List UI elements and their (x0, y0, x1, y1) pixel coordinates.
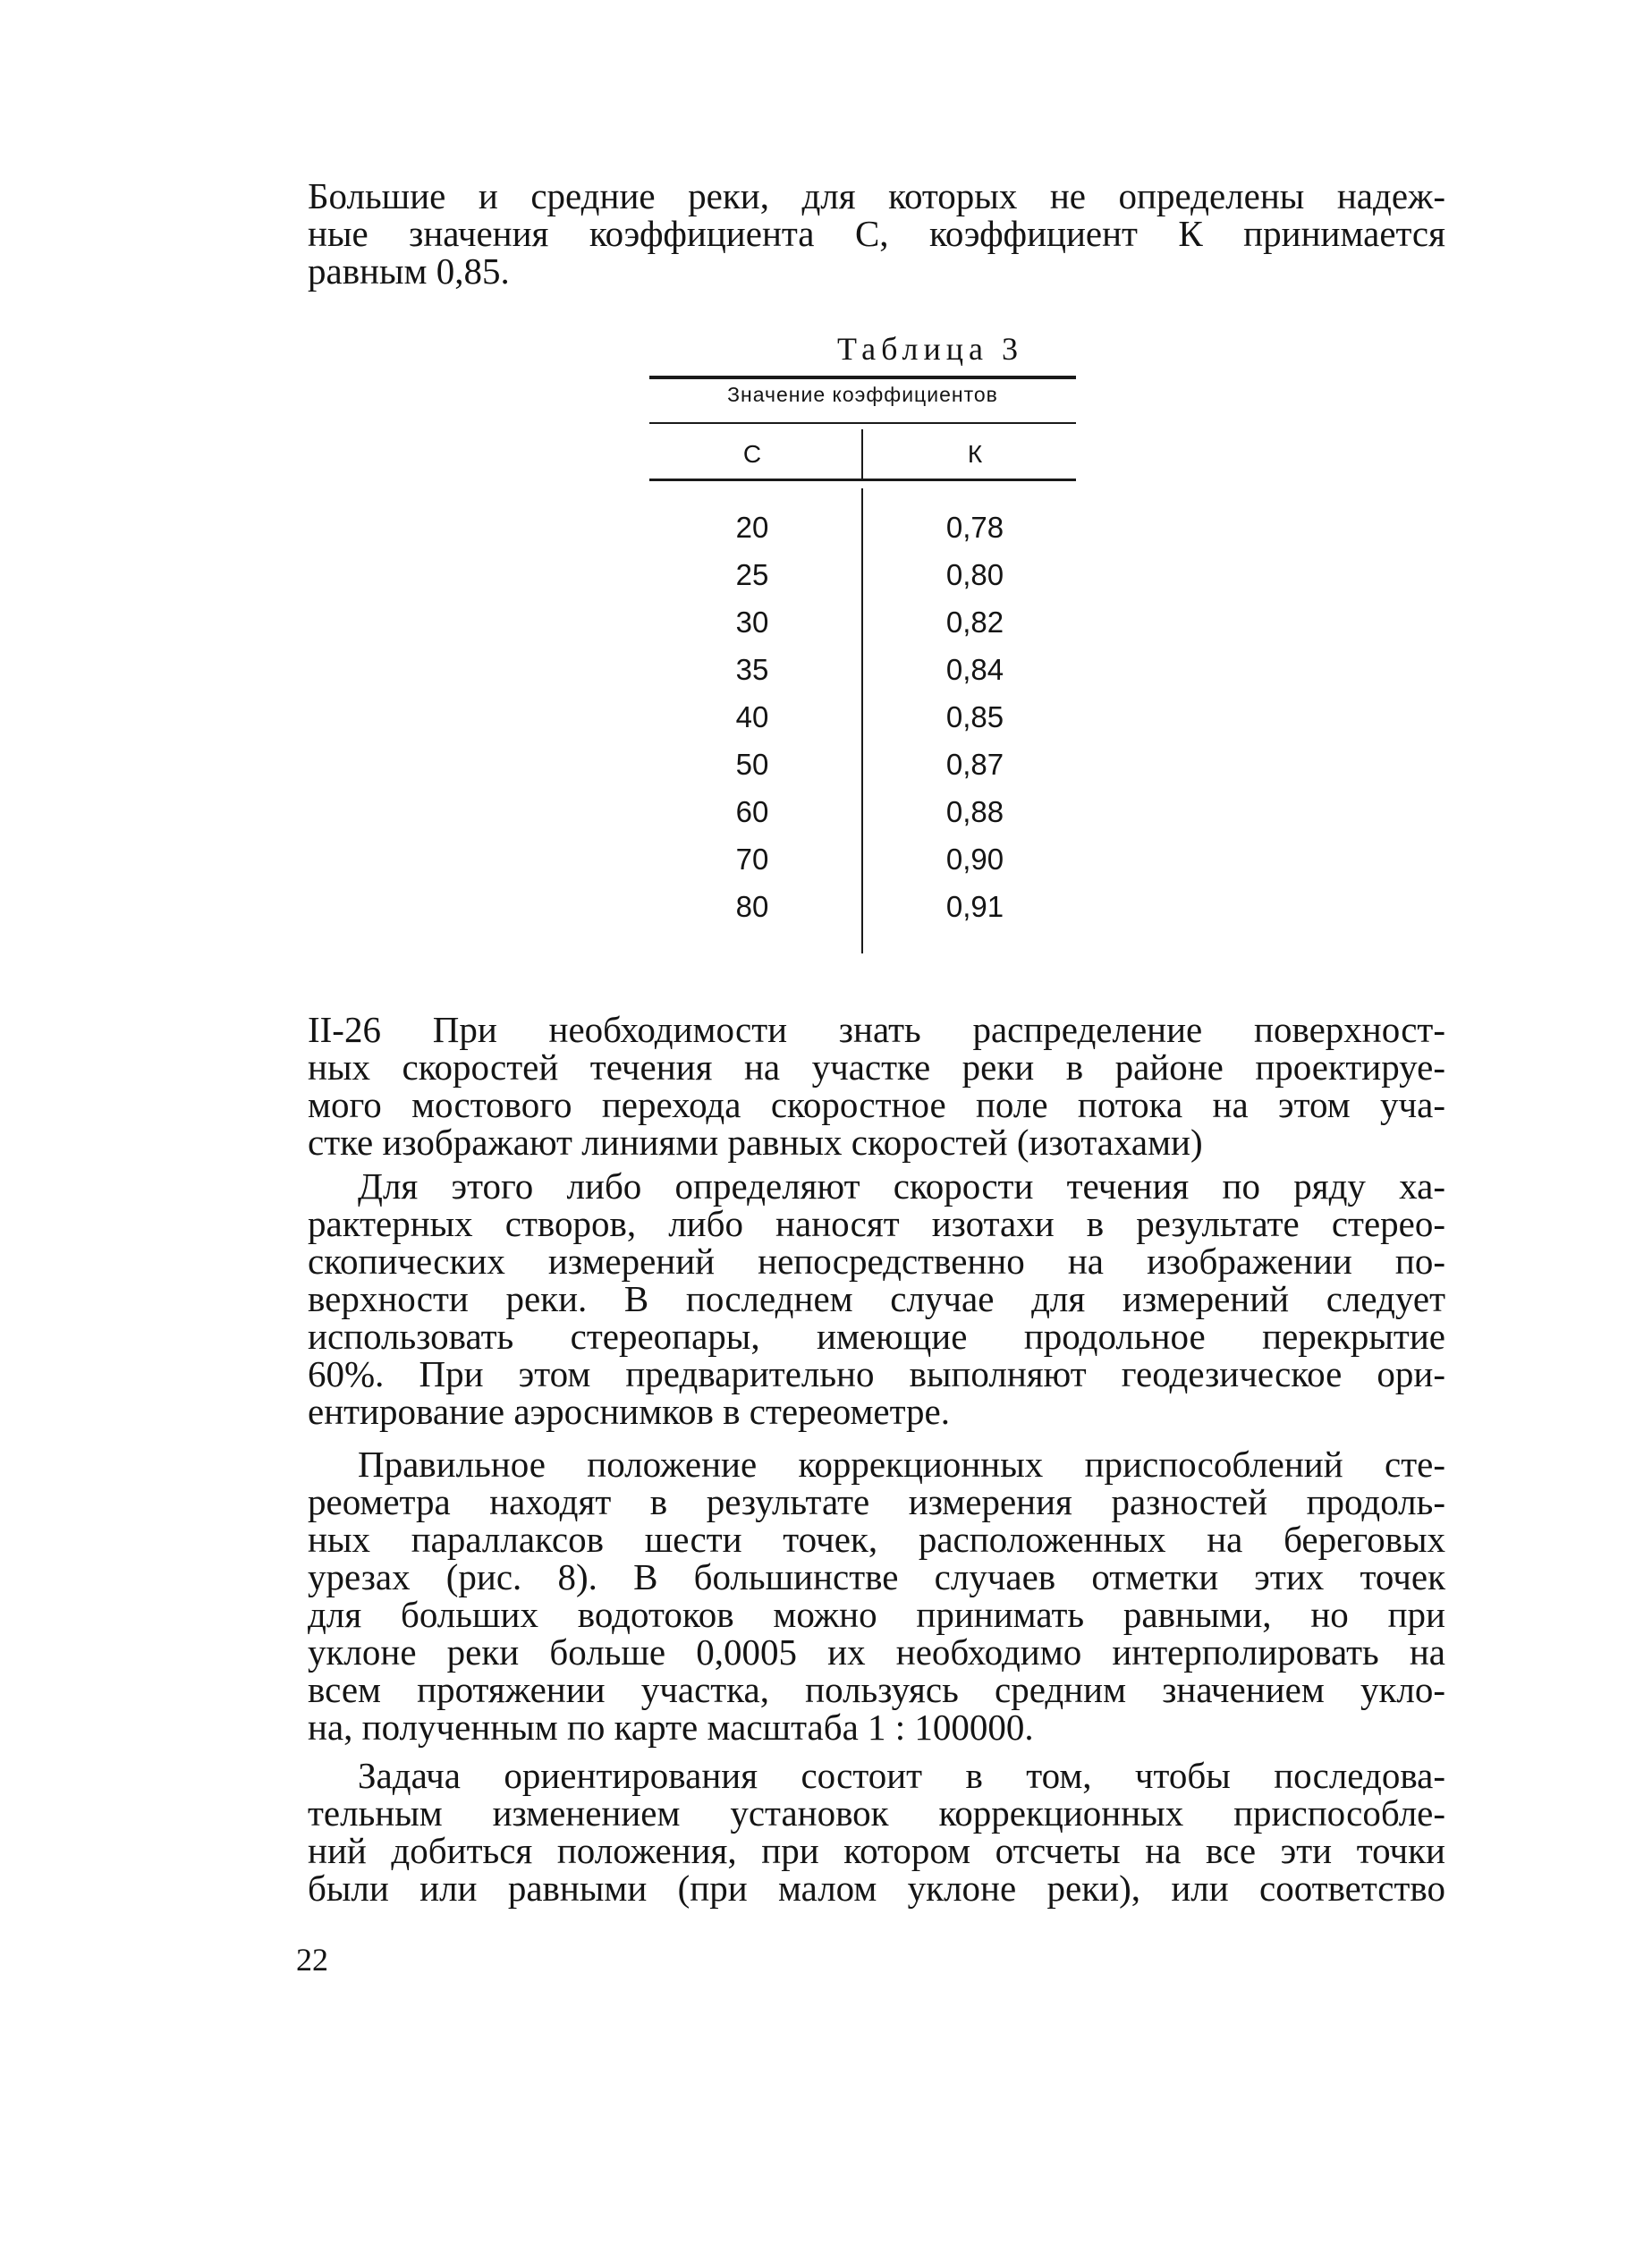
table-cell-k: 0,90 (945, 843, 1004, 876)
text-line: рактерных створов, либо наносят изотахи в результате стерео- (308, 1203, 1445, 1244)
section-ii-26-paragraph (308, 1011, 1445, 1161)
table-top-rule (649, 376, 1076, 379)
text-line: Задача ориентирования состоит в том, чтобы последова- (358, 1755, 1445, 1796)
text-line: на, полученным по карте масштаба 1 : 100000. (308, 1707, 1034, 1748)
text-line: Большие и средние реки, для которых не определены надеж- (308, 175, 1445, 216)
table-cell-c: 30 (735, 606, 769, 639)
table-column-divider (861, 488, 863, 953)
intro-paragraph (308, 177, 1445, 290)
table-caption: Таблица 3 (837, 331, 1023, 367)
table-cell-c: 60 (735, 795, 769, 828)
text-line: ные значения коэффициента С, коэффициент К принимается (308, 213, 1445, 254)
table-cell-c: 35 (735, 653, 769, 686)
text-line: стке изображают линиями равных скоростей (изотахами) (308, 1122, 1203, 1163)
text-line: II-26 При необходимости знать распределение поверхност- (308, 1009, 1445, 1050)
table-cell-c: 20 (735, 511, 769, 544)
text-line: ний добиться положения, при котором отсчеты на все эти точки (308, 1830, 1445, 1871)
text-line: ных скоростей течения на участке реки в районе проектируе- (308, 1046, 1445, 1088)
column-header-k: К (967, 440, 983, 468)
text-line: скопических измерений непосредственно на изображении по- (308, 1241, 1445, 1282)
table-cell-c: 70 (735, 843, 769, 876)
body-paragraph (308, 1167, 1445, 1430)
table-cell-c: 40 (735, 700, 769, 733)
table-body-rule (649, 479, 1076, 481)
text-line: были или равными (при малом уклоне реки), или соответство (308, 1868, 1445, 1909)
text-line: равным 0,85. (308, 250, 510, 292)
table-cell-k: 0,84 (945, 653, 1004, 686)
text-line: ентирование аэроснимков в стереометре. (308, 1391, 950, 1432)
text-line: Правильное положение коррекционных приспособлений сте- (358, 1444, 1445, 1485)
column-header-c: С (742, 440, 762, 468)
table-cell-c: 25 (735, 558, 769, 591)
table-cell-k: 0,87 (945, 748, 1004, 781)
table-cell-k: 0,85 (945, 700, 1004, 733)
body-paragraph (308, 1757, 1445, 1907)
text-line: 60%. При этом предварительно выполняют геодезическое ори- (308, 1353, 1445, 1394)
text-line: урезах (рис. 8). В большинстве случаев отметки этих точек (308, 1556, 1445, 1597)
text-line: использовать стереопары, имеющие продольное перекрытие (308, 1316, 1445, 1357)
table-column-divider (861, 429, 863, 479)
table-cell-c: 80 (735, 890, 769, 923)
text-line: верхности реки. В последнем случае для измерений следует (308, 1278, 1445, 1319)
body-paragraph (308, 1445, 1445, 1746)
text-line: Для этого либо определяют скорости течения по ряду ха- (358, 1165, 1445, 1207)
text-line: ных параллаксов шести точек, расположенных на береговых (308, 1519, 1445, 1560)
text-line: тельным изменением установок коррекционных приспособле- (308, 1792, 1445, 1834)
text-line: для больших водотоков можно принимать равными, но при (308, 1594, 1445, 1635)
table-cell-k: 0,91 (945, 890, 1004, 923)
text-line: мого мостового перехода скоростное поле потока на этом уча- (308, 1084, 1445, 1125)
table-header-rule (649, 422, 1076, 424)
table-cell-k: 0,88 (945, 795, 1004, 828)
table-cell-c: 50 (735, 748, 769, 781)
table-cell-k: 0,80 (945, 558, 1004, 591)
table-cell-k: 0,82 (945, 606, 1004, 639)
text-line: всем протяжении участка, пользуясь средним значением укло- (308, 1669, 1445, 1710)
table-group-header: Значение коэффициентов (727, 383, 998, 406)
text-line: реометра находят в результате измерения разностей продоль- (308, 1481, 1445, 1522)
page-number: 22 (296, 1942, 328, 1978)
text-line: уклоне реки больше 0,0005 их необходимо интерполировать на (308, 1631, 1445, 1673)
table-cell-k: 0,78 (945, 511, 1004, 544)
